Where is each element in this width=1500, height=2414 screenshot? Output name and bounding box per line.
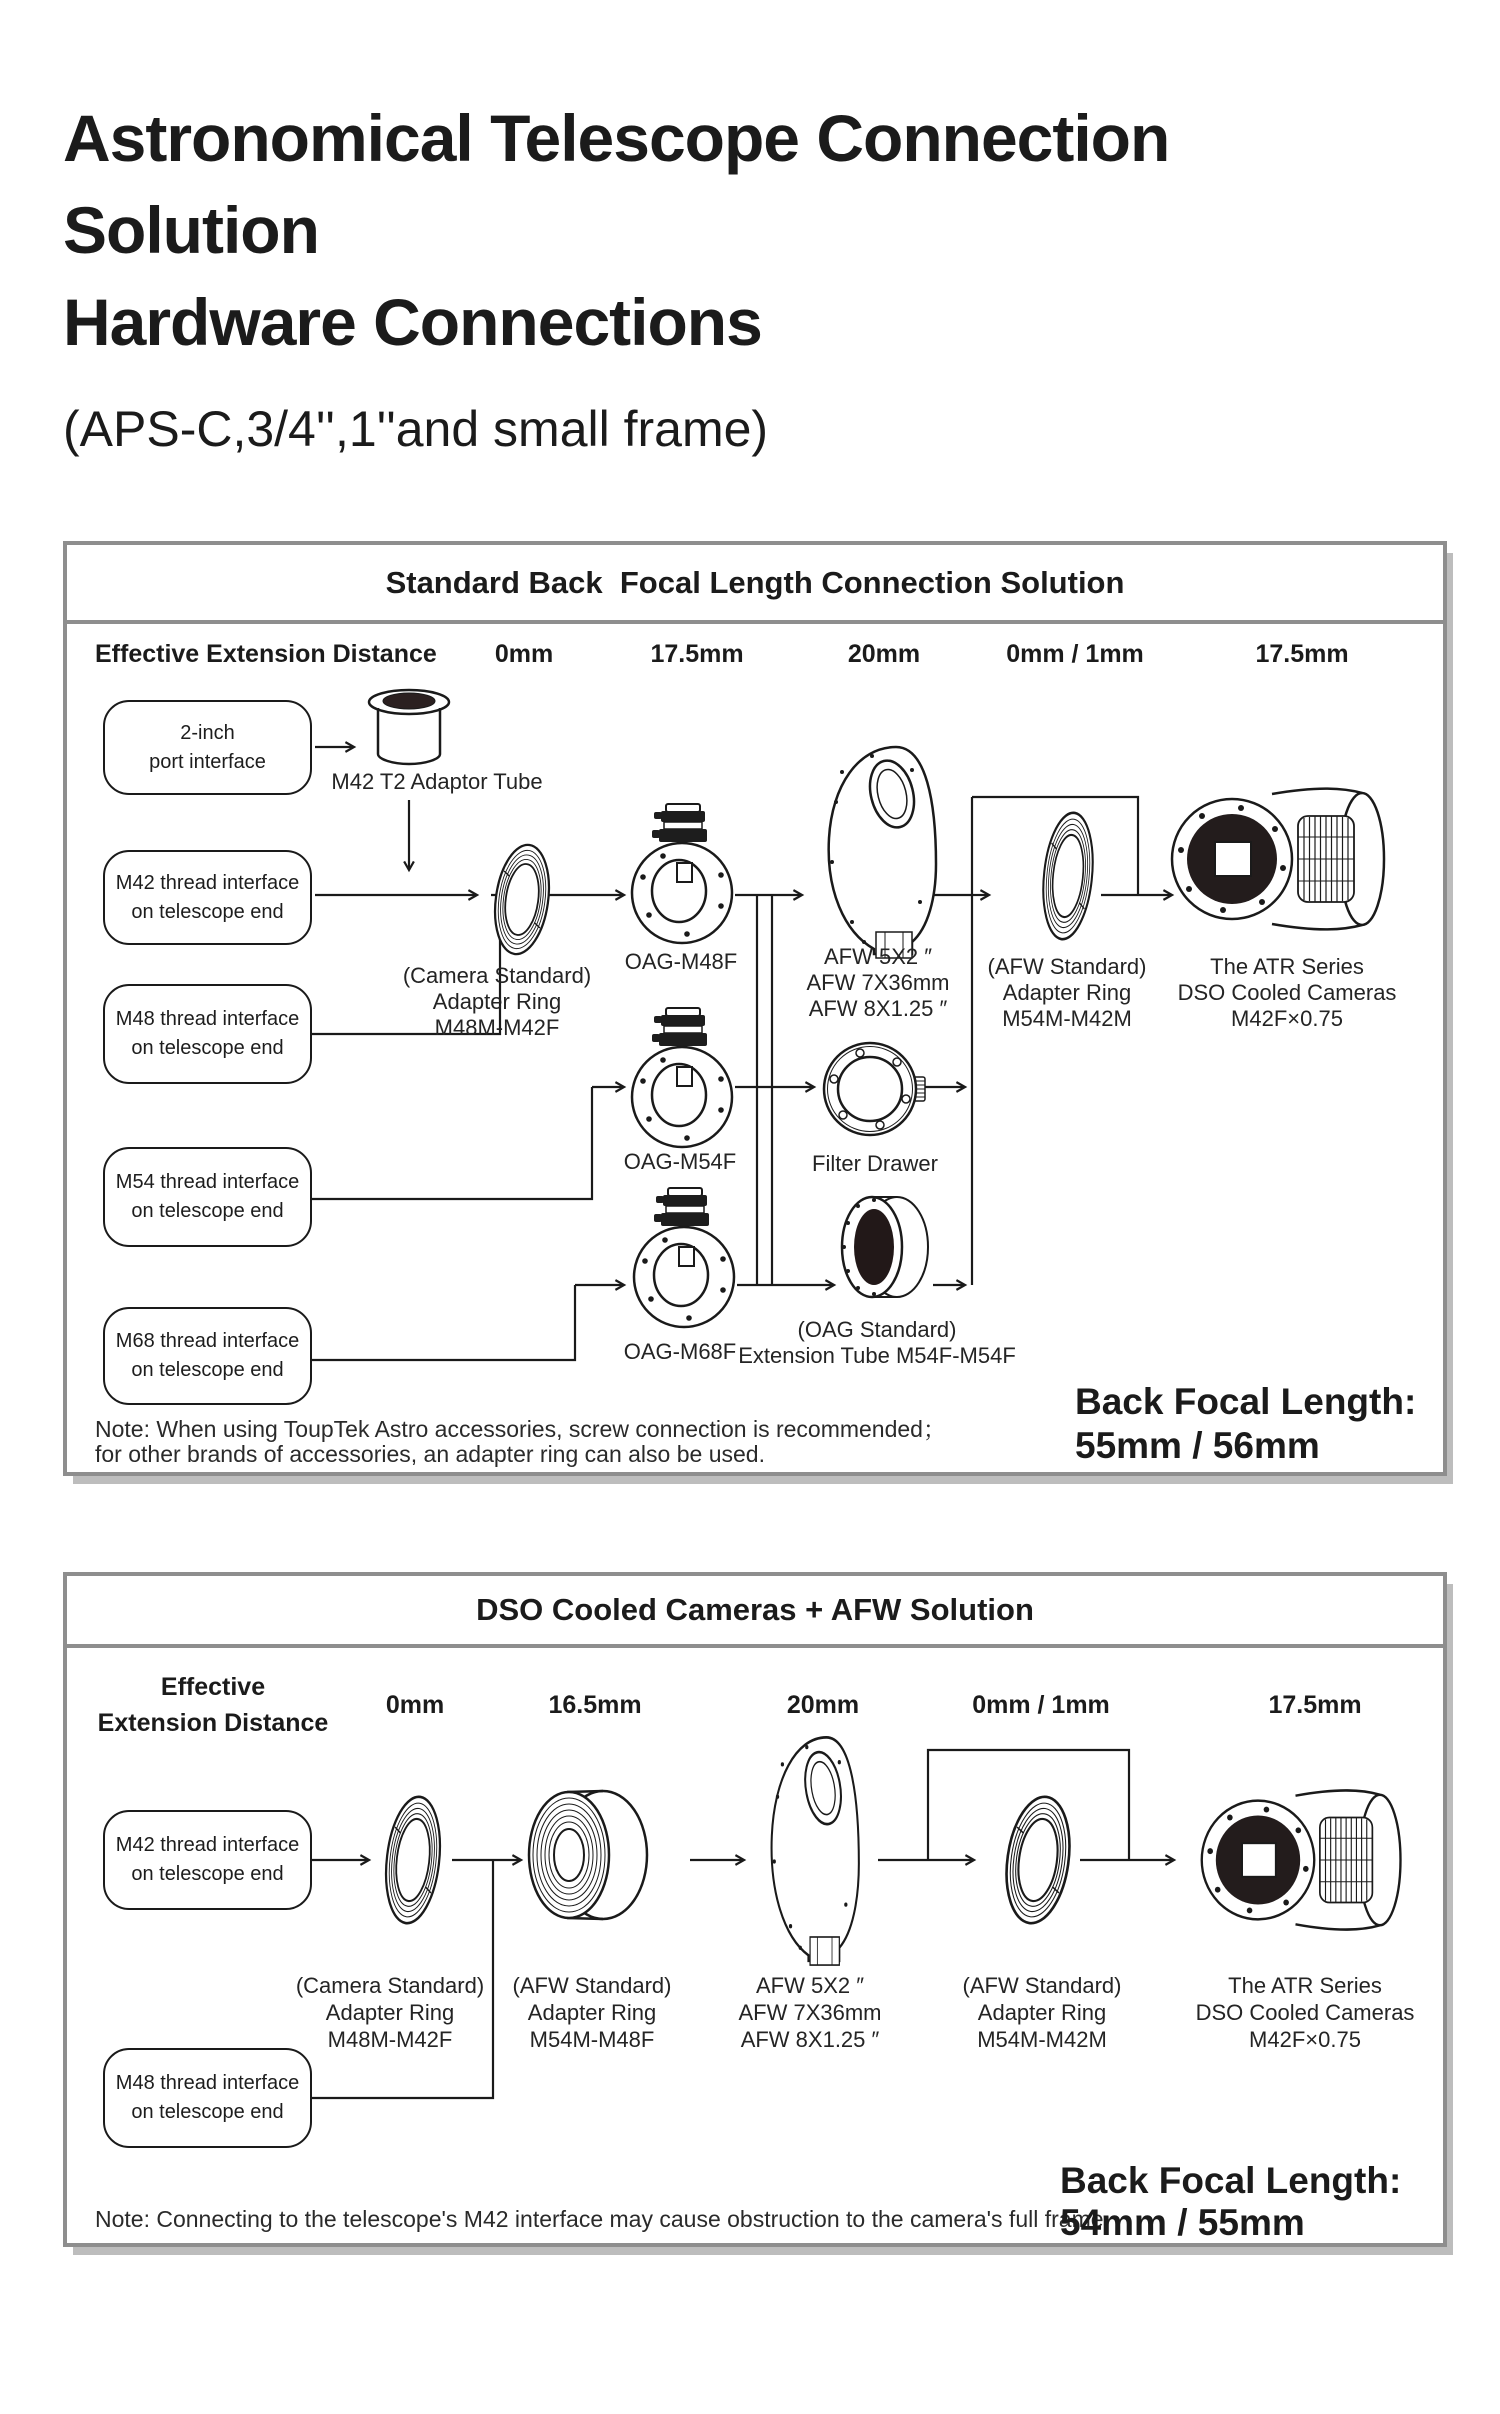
page-title-line1: Astronomical Telescope Connection — [63, 101, 1170, 175]
source-box-m42: M42 thread interface on telescope end — [103, 1810, 312, 1910]
afw-standard-ring-art — [1037, 809, 1098, 944]
filter-drawer-label: Filter Drawer — [812, 1151, 938, 1176]
page-title-line2: Solution — [63, 193, 319, 267]
extension-tube-art — [842, 1197, 928, 1297]
distance-value-3: 0mm / 1mm — [1006, 640, 1144, 668]
page-subtitle: (APS-C,3/4'',1''and small frame) — [63, 401, 769, 457]
filter-drawer-art — [824, 1043, 925, 1135]
connector-lines — [312, 747, 1171, 1360]
afw-ring-m48-art — [529, 1791, 647, 1919]
distance-value-2: 20mm — [786, 1691, 860, 1719]
source-box-m54: M54 thread interface on telescope end — [103, 1147, 312, 1247]
afw-wheel-art — [772, 1737, 859, 1965]
distance-value-4: 17.5mm — [1255, 640, 1349, 668]
adaptor-tube-label: M42 T2 Adaptor Tube — [331, 769, 543, 794]
afw-label: AFW 5X2 ″ AFW 7X36mm AFW 8X1.25 ″ — [738, 1973, 882, 2052]
afw-ring-label: (AFW Standard) Adapter Ring M54M-M42M — [987, 954, 1147, 1031]
section1-title: Standard Back Focal Length Connection Solution — [67, 545, 1443, 624]
note-line2: for other brands of accessories, an adapter ring can also be used. — [95, 1441, 765, 1467]
distance-value-1: 17.5mm — [650, 640, 744, 668]
source-box-m48: M48 thread interface on telescope end — [103, 2048, 312, 2148]
distance-value-0: 0mm — [494, 640, 554, 668]
atr-camera-art — [1172, 789, 1384, 930]
atr-camera-art — [1202, 1790, 1401, 1929]
camera-ring-label: (Camera Standard) Adapter Ring M48M-M42F — [402, 963, 592, 1040]
afw-ring-m42-label: (AFW Standard) Adapter Ring M54M-M42M — [962, 1973, 1122, 2052]
camera-label: The ATR Series DSO Cooled Cameras M42F×0.75 — [1177, 954, 1397, 1031]
afw-ring-m48-label: (AFW Standard) Adapter Ring M54M-M48F — [512, 1973, 672, 2052]
back-focal-length-value: 54mm / 55mm — [1060, 2202, 1305, 2243]
back-focal-length-value: 55mm / 56mm — [1075, 1425, 1320, 1466]
section2-title: DSO Cooled Cameras + AFW Solution — [67, 1576, 1443, 1648]
note-line1: Note: When using ToupTek Astro accessories, screw connection is recommended； — [95, 1416, 946, 1442]
camera-standard-ring-art — [489, 841, 556, 957]
oag-m68f-art — [634, 1188, 734, 1327]
source-box-m48: M48 thread interface on telescope end — [103, 984, 312, 1084]
oag-m54f-art — [632, 1008, 732, 1147]
extension-distance-label-line1: Effective — [160, 1673, 266, 1701]
distance-value-0: 0mm — [385, 1691, 445, 1719]
oag-m48f-art — [632, 804, 732, 943]
oag-m68f-label: OAG-M68F — [623, 1339, 737, 1364]
back-focal-length-label: Back Focal Length: — [1075, 1381, 1417, 1422]
section-standard-bfl — [63, 541, 1447, 1476]
afw-wheel-art — [829, 747, 936, 958]
distance-value-1: 16.5mm — [548, 1691, 642, 1719]
extension-tube-label: (OAG Standard) Extension Tube M54F-M54F — [738, 1317, 1016, 1368]
camera-label: The ATR Series DSO Cooled Cameras M42F×0.75 — [1195, 1973, 1415, 2052]
distance-value-3: 0mm / 1mm — [972, 1691, 1110, 1719]
afw-ring-m42-art — [999, 1793, 1077, 1928]
distance-value-2: 20mm — [847, 640, 921, 668]
note-text: Note: Connecting to the telescope's M42 interface may cause obstruction to the camera's full frame. — [95, 2206, 1110, 2232]
adaptor-tube-art — [369, 690, 449, 764]
camera-ring-label: (Camera Standard) Adapter Ring M48M-M42F — [295, 1973, 485, 2052]
source-box-m42: M42 thread interface on telescope end — [103, 850, 312, 945]
extension-distance-label-line2: Extension Distance — [97, 1709, 329, 1737]
oag-m54f-label: OAG-M54F — [623, 1149, 737, 1174]
page-title-line3: Hardware Connections — [63, 285, 762, 359]
oag-m48f-label: OAG-M48F — [624, 949, 738, 974]
extension-distance-label: Effective Extension Distance — [95, 640, 437, 668]
back-focal-length-label: Back Focal Length: — [1060, 2160, 1402, 2201]
camera-standard-ring-art — [380, 1793, 447, 1928]
distance-value-4: 17.5mm — [1268, 1691, 1362, 1719]
section-dso-afw — [63, 1572, 1447, 2247]
source-box-m68: M68 thread interface on telescope end — [103, 1307, 312, 1405]
source-box-2inch: 2-inch port interface — [103, 700, 312, 795]
afw-label: AFW 5X2 ″ AFW 7X36mm AFW 8X1.25 ″ — [806, 944, 950, 1021]
